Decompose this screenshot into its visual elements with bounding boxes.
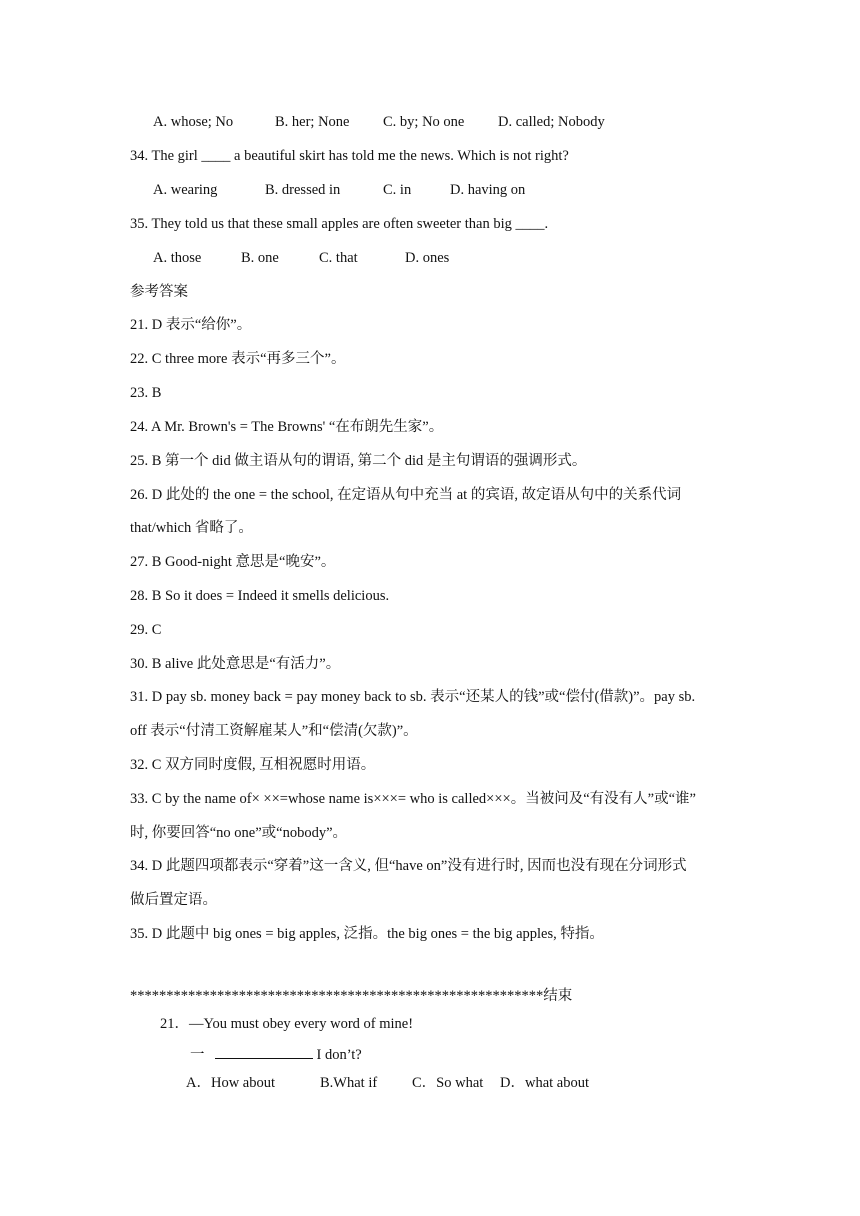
q33-option-a: A. whose; No	[153, 114, 234, 130]
q21-reply-dash: 一	[190, 1047, 205, 1063]
answer-line: 33. C by the name of× ××=whose name is×××= who is called×××。当被问及“有没有人”或“谁”	[130, 791, 696, 807]
q34-option-a: A. wearing	[153, 182, 218, 198]
answers-heading: 参考答案	[130, 284, 188, 300]
q33-option-d: D. called; Nobody	[498, 114, 605, 130]
q21-option-b: B.What if	[320, 1075, 378, 1091]
q34-option-c: C. in	[383, 182, 412, 198]
q35-option-d: D. ones	[405, 250, 450, 266]
answer-line: that/which 省略了。	[130, 520, 253, 536]
q35-stem: 35. They told us that these small apples are often sweeter than big ____.	[130, 216, 549, 232]
q21-reply	[190, 1044, 362, 1064]
answer-line: 时, 你要回答“no one”或“nobody”。	[130, 825, 348, 841]
q34-stem: 34. The girl ____ a beautiful skirt has told me the news. Which is not right?	[130, 148, 569, 164]
answer-line: 30. B alive 此处意思是“有活力”。	[130, 656, 341, 672]
q35-option-c: C. that	[319, 250, 358, 266]
q34-option-d: D. having on	[450, 182, 526, 198]
q34-option-b: B. dressed in	[265, 182, 341, 198]
q21-option-d: D．what about	[500, 1075, 589, 1091]
answer-line: 28. B So it does = Indeed it smells delicious.	[130, 588, 390, 604]
answer-line: 25. B 第一个 did 做主语从句的谓语, 第二个 did 是主句谓语的强调形式。	[130, 453, 587, 469]
answer-line: 做后置定语。	[130, 892, 217, 908]
answer-line: 31. D pay sb. money back = pay money back to sb. 表示“还某人的钱”或“偿付(借款)”。pay sb.	[130, 689, 696, 705]
q21-reply-text: I don’t?	[316, 1047, 362, 1063]
q21-stem: 21．—You must obey every word of mine!	[160, 1016, 414, 1032]
q21-option-c: C．So what	[412, 1075, 484, 1091]
answer-line: off 表示“付清工资解雇某人”和“偿清(欠款)”。	[130, 723, 418, 739]
answer-line: 21. D 表示“给你”。	[130, 317, 252, 333]
q21-answer-blank	[215, 1044, 313, 1059]
answer-line: 23. B	[130, 385, 162, 401]
q21-option-a: A．How about	[186, 1075, 276, 1091]
answer-line: 27. B Good-night 意思是“晚安”。	[130, 554, 336, 570]
q35-option-b: B. one	[241, 250, 279, 266]
q33-option-c: C. by; No one	[383, 114, 465, 130]
q35-option-a: A. those	[153, 250, 202, 266]
answer-line: 29. C	[130, 622, 162, 638]
answer-line: 22. C three more 表示“再多三个”。	[130, 351, 346, 367]
answer-line: 35. D 此题中 big ones = big apples, 泛指。the big ones = the big apples, 特指。	[130, 926, 604, 942]
end-marker: *********************************************************结束	[130, 988, 573, 1004]
answer-line: 32. C 双方同时度假, 互相祝愿时用语。	[130, 757, 376, 773]
q33-option-b: B. her; None	[275, 114, 350, 130]
answer-line: 24. A Mr. Brown's = The Browns' “在布朗先生家”。	[130, 419, 444, 435]
answer-line: 34. D 此题四项都表示“穿着”这一含义, 但“have on”没有进行时, 因而也没有现在分词形式	[130, 858, 687, 874]
answer-line: 26. D 此处的 the one = the school, 在定语从句中充当 at 的宾语, 故定语从句中的关系代词	[130, 487, 682, 503]
